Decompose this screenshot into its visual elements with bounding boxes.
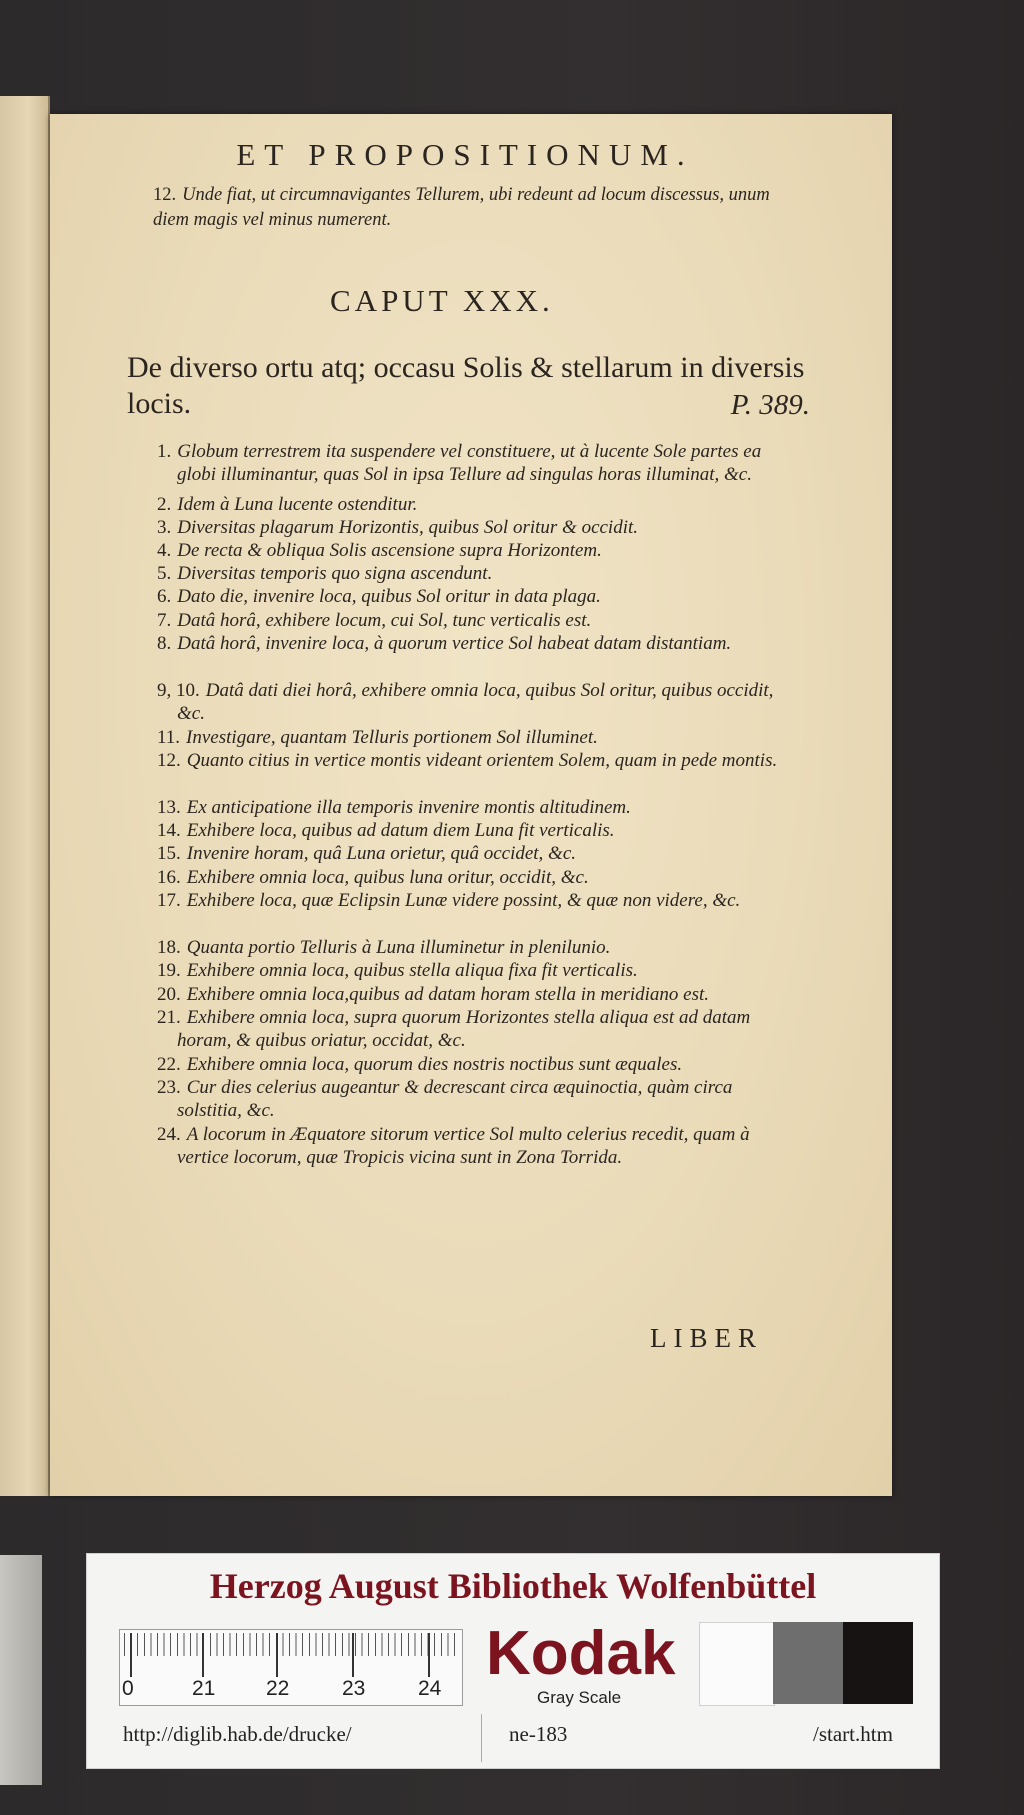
list-item <box>157 1053 799 1076</box>
ruler-label: 24 <box>418 1677 442 1700</box>
shelfmark: ne-183 <box>509 1722 568 1746</box>
item-number: 5. <box>157 563 172 584</box>
item-text: Exhibere omnia loca, quibus stella aliqua fixa fit verticalis. <box>186 960 638 981</box>
item-number: 22. <box>157 1054 181 1075</box>
item-number: 2. <box>157 494 172 515</box>
previous-chapter-item <box>153 183 803 233</box>
list-item <box>157 726 799 749</box>
item-text: De recta & obliqua Solis ascensione supra Horizontem. <box>177 540 602 561</box>
footer-divider <box>481 1714 482 1762</box>
list-item <box>157 936 799 959</box>
left-page-edge <box>0 96 50 1496</box>
item-text: Exhibere omnia loca,quibus ad datam horam stella in meridiano est. <box>186 984 710 1005</box>
ruler-ticks <box>124 1633 458 1671</box>
list-item <box>157 1076 799 1122</box>
list-item <box>157 796 799 819</box>
ruler-major-tick <box>130 1633 132 1677</box>
item-text: Datâ dati diei horâ, exhibere omnia loca, quibus Sol oritur, quibus occidit, &c. <box>177 680 774 724</box>
item-text: Datâ horâ, invenire loca, à quorum vertice Sol habeat datam distantiam. <box>177 633 732 654</box>
item-number: 7. <box>157 610 172 631</box>
gray-scale-label: Gray Scale <box>537 1688 622 1707</box>
ruler-label: 23 <box>342 1677 366 1700</box>
item-text: Quanto citius in vertice montis videant orientem Solem, quam in pede montis. <box>186 750 778 771</box>
chapter-title: De diverso ortu atq; occasu Solis & stellarum in diversis locis. <box>127 351 805 420</box>
list-item <box>157 562 799 585</box>
list-item <box>157 516 799 539</box>
item-number: 16. <box>157 867 181 888</box>
item-number: 19. <box>157 960 181 981</box>
item-number: 8. <box>157 633 172 654</box>
url-link[interactable]: http://diglib.hab.de/drucke/ <box>123 1722 352 1746</box>
list-item <box>157 539 799 562</box>
list-item <box>157 959 799 982</box>
item-number: 9, 10. <box>157 680 200 701</box>
item-number: 12. <box>157 750 181 771</box>
kodak-logo: Kodak <box>486 1619 676 1688</box>
list-item <box>157 983 799 1006</box>
list-item <box>157 1123 799 1169</box>
list-item <box>157 842 799 865</box>
item-number: 18. <box>157 937 181 958</box>
black-swatch <box>843 1622 913 1704</box>
ruler-major-tick <box>352 1633 354 1677</box>
running-head: ET PROPOSITIONUM. <box>236 137 694 172</box>
list-item <box>157 1006 799 1052</box>
item-number: 6. <box>157 586 172 607</box>
item-number: 13. <box>157 797 181 818</box>
ruler-label: 0 <box>122 1677 134 1700</box>
url-suffix: /start.htm <box>813 1722 893 1746</box>
list-item <box>157 493 799 516</box>
item-text: Diversitas plagarum Horizontis, quibus Sol oritur & occidit. <box>177 517 639 538</box>
library-name: Herzog August Bibliothek Wolfenbüttel <box>209 1566 817 1606</box>
item-text: A locorum in Æquatore sitorum vertice Sol multo celerius recedit, quam à vertice locorum, quæ Tropicis vicina sunt in Zona Torrida. <box>177 1124 750 1168</box>
list-item <box>157 749 799 772</box>
item-text: Quanta portio Telluris à Luna illuminetur in plenilunio. <box>186 937 611 958</box>
item-number: 1. <box>157 441 172 462</box>
ruler-major-tick <box>428 1633 430 1677</box>
catchword: LIBER <box>650 1323 763 1353</box>
item-text: Globum terrestrem ita suspendere vel constituere, ut à lucente Sole partes ea globi illuminantur, quas Sol in ipsa Tellure ad singulas horas illuminat, &c. <box>177 441 762 485</box>
item-number: 4. <box>157 540 172 561</box>
list-item <box>157 609 799 632</box>
white-swatch <box>699 1622 775 1706</box>
list-item <box>157 679 799 725</box>
ruler-label: 21 <box>192 1677 216 1700</box>
item-number: 15. <box>157 843 181 864</box>
list-item <box>157 440 799 486</box>
item-number: 23. <box>157 1077 181 1098</box>
item-number: 21. <box>157 1007 181 1028</box>
ruler-label: 22 <box>266 1677 290 1700</box>
item-number: 24. <box>157 1124 181 1145</box>
item-text: Datâ horâ, exhibere locum, cui Sol, tunc verticalis est. <box>177 610 592 631</box>
item-text: Dato die, invenire loca, quibus Sol oritur in data plaga. <box>177 586 601 607</box>
library-reference-card <box>86 1553 940 1769</box>
list-item <box>157 819 799 842</box>
measurement-ruler <box>119 1629 463 1706</box>
item-text: Investigare, quantam Telluris portionem Sol illuminet. <box>186 727 598 748</box>
item-text: Exhibere loca, quæ Eclipsin Lunæ videre possint, & quæ non videre, &c. <box>186 890 741 911</box>
item-text: Cur dies celerius augeantur & decrescant circa æquinoctia, quàm circa solstitia, &c. <box>177 1077 733 1121</box>
left-card-edge <box>0 1555 42 1785</box>
item-text: Unde fiat, ut circumnavigantes Tellurem, ubi redeunt ad locum discessus, unum diem magis vel minus numerent. <box>153 185 770 230</box>
list-item <box>157 585 799 608</box>
item-text: Exhibere loca, quibus ad datum diem Luna fit verticalis. <box>186 820 615 841</box>
item-text: Exhibere omnia loca, quibus luna oritur, occidit, &c. <box>186 867 589 888</box>
item-text: Diversitas temporis quo signa ascendunt. <box>177 563 493 584</box>
item-number: 14. <box>157 820 181 841</box>
ruler-major-tick <box>276 1633 278 1677</box>
item-number: 20. <box>157 984 181 1005</box>
item-number: 11. <box>157 727 181 748</box>
list-item <box>157 889 799 912</box>
item-text: Exhibere omnia loca, supra quorum Horizontes stella aliqua est ad datam horam, & quibus oriatur, occidat, &c. <box>177 1007 751 1051</box>
item-text: Ex anticipatione illa temporis invenire montis altitudinem. <box>186 797 631 818</box>
page-reference: P. 389. <box>730 389 810 421</box>
item-text: Idem à Luna lucente ostenditur. <box>177 494 418 515</box>
item-text: Invenire horam, quâ Luna orietur, quâ occidet, &c. <box>186 843 577 864</box>
list-item <box>157 866 799 889</box>
chapter-heading: CAPUT XXX. <box>330 283 554 318</box>
ruler-major-tick <box>202 1633 204 1677</box>
item-text: Exhibere omnia loca, quorum dies nostris noctibus sunt æquales. <box>186 1054 683 1075</box>
item-number: 17. <box>157 890 181 911</box>
item-number: 12. <box>153 185 177 205</box>
list-item <box>157 632 799 655</box>
item-number: 3. <box>157 517 172 538</box>
gray-swatch <box>773 1622 843 1704</box>
